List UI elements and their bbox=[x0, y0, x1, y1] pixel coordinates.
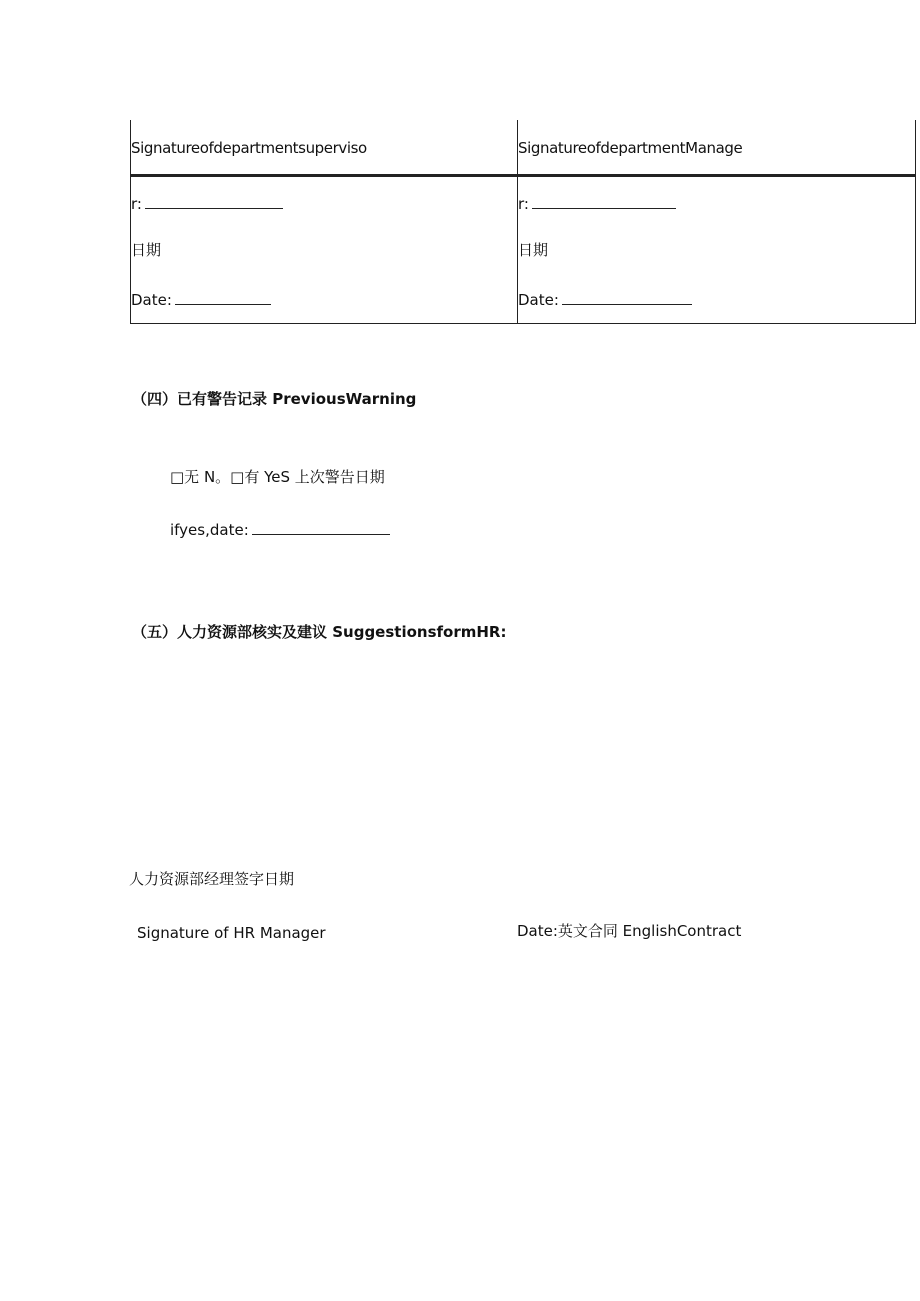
manager-signature-line[interactable] bbox=[532, 196, 676, 209]
hr-manager-signature-label: Signature of HR Manager bbox=[137, 924, 326, 942]
previous-warning-options[interactable]: □无 N。□有 YeS 上次警告日期 bbox=[170, 468, 385, 486]
manager-date-line[interactable] bbox=[562, 292, 692, 305]
supervisor-date-label: Date: bbox=[131, 291, 172, 309]
supervisor-date-line[interactable] bbox=[175, 292, 271, 305]
manager-name-prefix: r: bbox=[518, 195, 529, 213]
previous-warning-date-field bbox=[170, 522, 390, 538]
supervisor-signature-header: Signatureofdepartmentsuperviso bbox=[131, 139, 367, 157]
manager-signature-field bbox=[518, 196, 676, 212]
hr-manager-signature-cn-label: 人力资源部经理签字日期 bbox=[129, 870, 295, 888]
manager-signature-header: SignatureofdepartmentManage bbox=[518, 139, 743, 157]
previous-warning-heading: （四）已有警告记录 PreviousWarning bbox=[132, 390, 417, 408]
manager-date-field bbox=[518, 292, 692, 308]
manager-date-cn-label: 日期 bbox=[518, 241, 549, 259]
manager-date-label: Date: bbox=[518, 291, 559, 309]
supervisor-signature-field bbox=[131, 196, 283, 212]
supervisor-date-field bbox=[131, 292, 271, 308]
table-header-divider bbox=[130, 174, 916, 177]
supervisor-date-cn-label: 日期 bbox=[131, 241, 162, 259]
previous-warning-date-line[interactable] bbox=[252, 522, 390, 535]
hr-manager-date-label: Date:英文合同 EnglishContract bbox=[517, 922, 742, 940]
hr-suggestions-heading: （五）人力资源部核实及建议 SuggestionsformHR: bbox=[132, 623, 507, 641]
table-border-right bbox=[915, 120, 916, 324]
previous-warning-date-label: ifyes,date: bbox=[170, 521, 249, 539]
supervisor-signature-line[interactable] bbox=[145, 196, 283, 209]
table-border-bottom bbox=[130, 323, 916, 324]
hr-suggestions-area[interactable] bbox=[130, 660, 910, 860]
supervisor-name-prefix: r: bbox=[131, 195, 142, 213]
